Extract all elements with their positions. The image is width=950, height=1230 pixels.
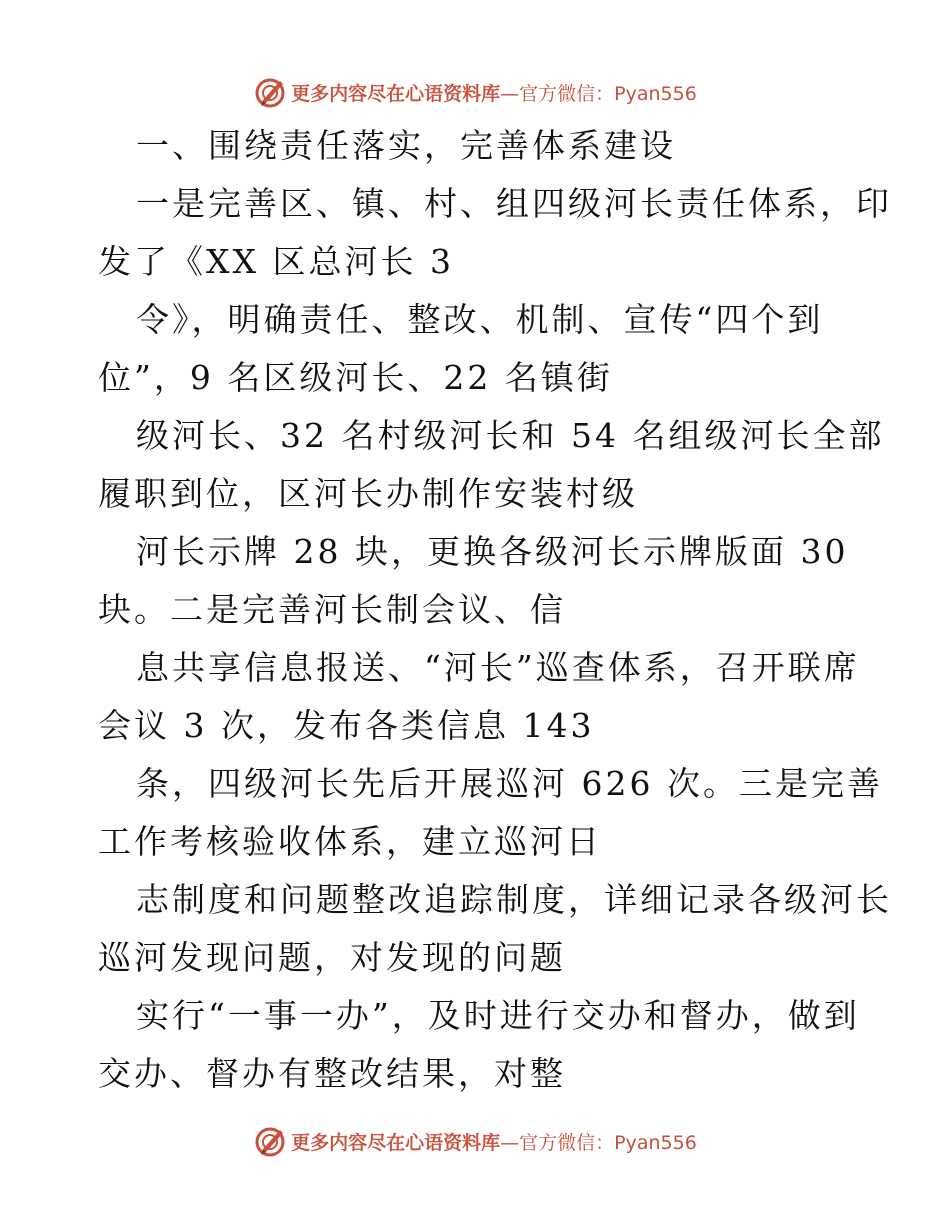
- text-line: 工作考核验收体系，建立巡河日: [98, 822, 602, 861]
- watermark-wechat-text: —官方微信：Pyan556: [500, 1131, 697, 1154]
- text-line: 块。二是完善河长制会议、信: [98, 590, 566, 629]
- text-line: 令》，明确责任、整改、机制、宣传“四个到: [136, 300, 824, 339]
- text-line: 会议 3 次，发布各类信息 143: [98, 706, 595, 745]
- text-line: 级河长、32 名村级河长和 54 名组级河长全部: [136, 416, 885, 455]
- watermark-site-text: 更多内容尽在心语资料库: [291, 82, 501, 105]
- text-line: 位”，9 名区级河长、22 名镇街: [98, 358, 613, 397]
- text-line: 发了《XX 区总河长 3: [98, 242, 454, 281]
- pen-logo-icon: [253, 1124, 287, 1158]
- text-line: 巡河发现问题，对发现的问题: [98, 938, 566, 977]
- text-line: 实行“一事一办”，及时进行交办和督办，做到: [136, 996, 860, 1035]
- pen-logo-icon: [253, 75, 287, 109]
- document-body: [98, 117, 892, 1103]
- text-line: 息共享信息报送、“河长”巡查体系，召开联席: [136, 648, 860, 687]
- watermark-site-text: 更多内容尽在心语资料库: [291, 1131, 501, 1154]
- text-line: 河长示牌 28 块，更换各级河长示牌版面 30: [136, 532, 849, 571]
- text-line: 一是完善区、镇、村、组四级河长责任体系，印: [136, 184, 892, 223]
- watermark-wechat-text: —官方微信：Pyan556: [500, 82, 697, 105]
- text-line: 交办、督办有整改结果，对整: [98, 1054, 566, 1093]
- footer-watermark: [0, 1121, 950, 1161]
- text-line: 履职到位，区河长办制作安装村级: [98, 474, 638, 513]
- header-watermark: [0, 72, 950, 112]
- text-line: 一、围绕责任落实，完善体系建设: [136, 126, 676, 165]
- text-line: 条，四级河长先后开展巡河 626 次。三是完善: [136, 764, 883, 803]
- text-line: 志制度和问题整改追踪制度，详细记录各级河长: [136, 880, 892, 919]
